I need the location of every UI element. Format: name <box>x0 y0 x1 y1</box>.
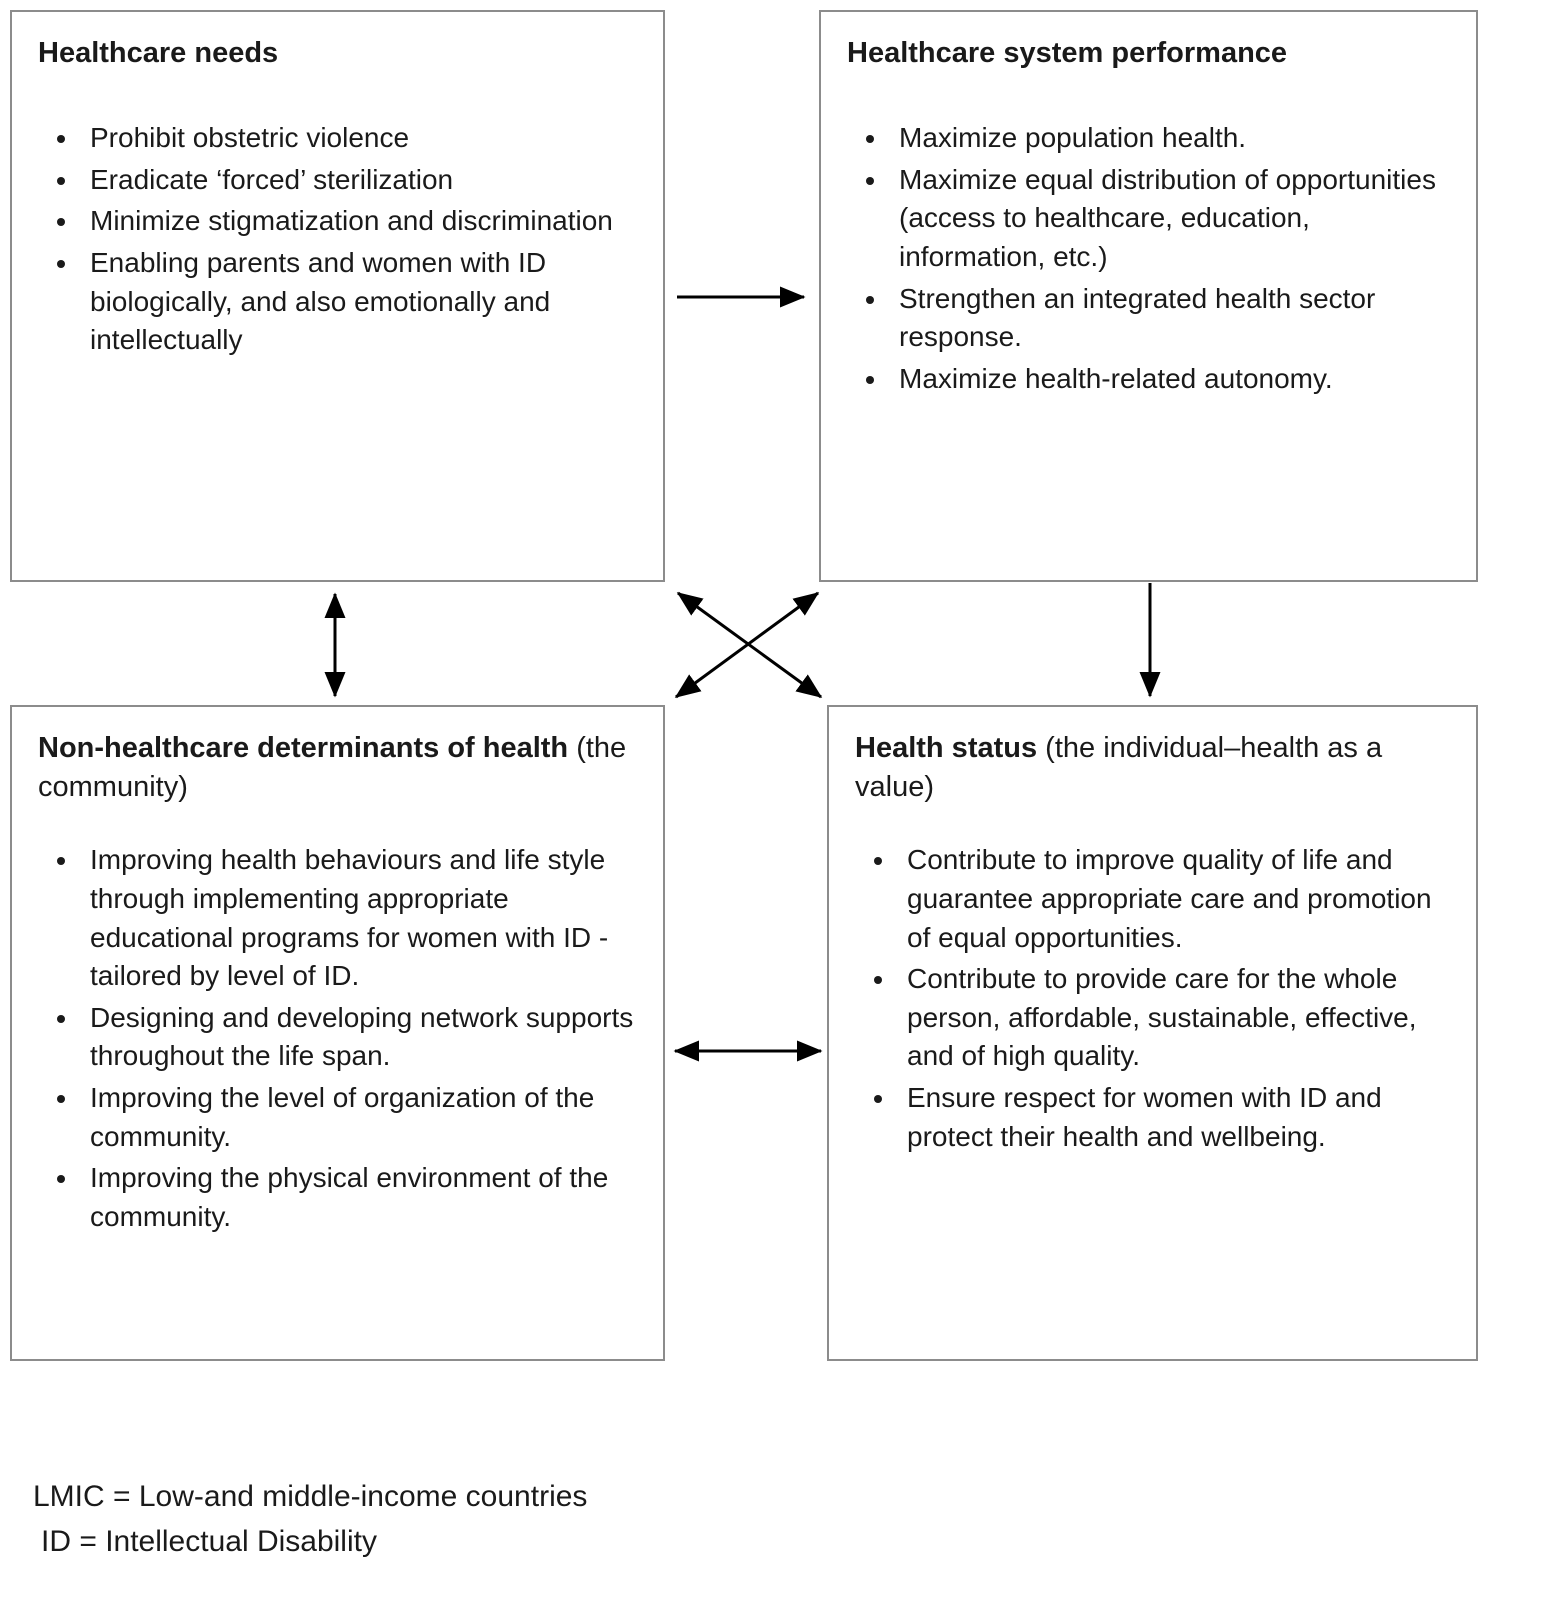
box-health-status <box>827 705 1478 1361</box>
list-item: • Contribute to improve quality of life and guarantee appropriate care and promotion of equal opportunities. <box>897 841 1450 957</box>
list-item: • Prohibit obstetric violence <box>80 119 637 158</box>
list-item: • Enabling parents and women with ID biologically, and also emotionally and intellectually <box>80 244 637 360</box>
box-non-healthcare-determinants-title <box>38 729 637 807</box>
healthcare-needs-list <box>38 119 637 360</box>
list-item: • Improving the physical environment of the community. <box>80 1159 637 1236</box>
non-healthcare-determinants-list <box>38 841 637 1236</box>
legend-line-id: ID = Intellectual Disability <box>41 1525 377 1558</box>
title-normal-part: (the individual–health as a value) <box>855 732 1383 804</box>
health-status-list <box>855 841 1450 1156</box>
list-item: • Improving the level of organization of the community. <box>80 1079 637 1156</box>
box-healthcare-needs <box>10 10 665 582</box>
list-item: • Eradicate ‘forced’ sterilization <box>80 161 637 200</box>
list-item: • Ensure respect for women with ID and protect their health and wellbeing. <box>897 1079 1450 1156</box>
title-normal-part: (the community) <box>38 732 627 804</box>
box-system-performance <box>819 10 1478 582</box>
box-healthcare-needs-title: Healthcare needs <box>38 37 279 69</box>
legend-line-lmic: LMIC = Low-and middle-income countries <box>33 1480 588 1513</box>
box-system-performance-title: Healthcare system performance <box>847 37 1288 69</box>
title-bold-part: Non-healthcare determinants of health <box>38 732 569 764</box>
list-item: • Minimize stigmatization and discrimination <box>80 202 637 241</box>
list-item: • Strengthen an integrated health sector response. <box>889 280 1450 357</box>
title-bold-part: Health status <box>855 732 1038 764</box>
list-item: • Maximize population health. <box>889 119 1450 158</box>
list-item: • Maximize health-related autonomy. <box>889 360 1450 399</box>
list-item: • Maximize equal distribution of opportunities (access to healthcare, education, information, etc.) <box>889 161 1450 277</box>
list-item: • Contribute to provide care for the whole person, affordable, sustainable, effective, and of high quality. <box>897 960 1450 1076</box>
box-health-status-title <box>855 729 1450 807</box>
legend <box>33 1474 587 1564</box>
arrow-double-diagonal-icon <box>678 593 821 697</box>
box-non-healthcare-determinants <box>10 705 665 1361</box>
list-item: • Designing and developing network supports throughout the life span. <box>80 999 637 1076</box>
system-performance-list <box>847 119 1450 398</box>
arrow-double-diagonal-icon <box>676 593 818 697</box>
list-item: • Improving health behaviours and life style through implementing appropriate educational programs for women with ID -tailored by level of ID. <box>80 841 637 996</box>
